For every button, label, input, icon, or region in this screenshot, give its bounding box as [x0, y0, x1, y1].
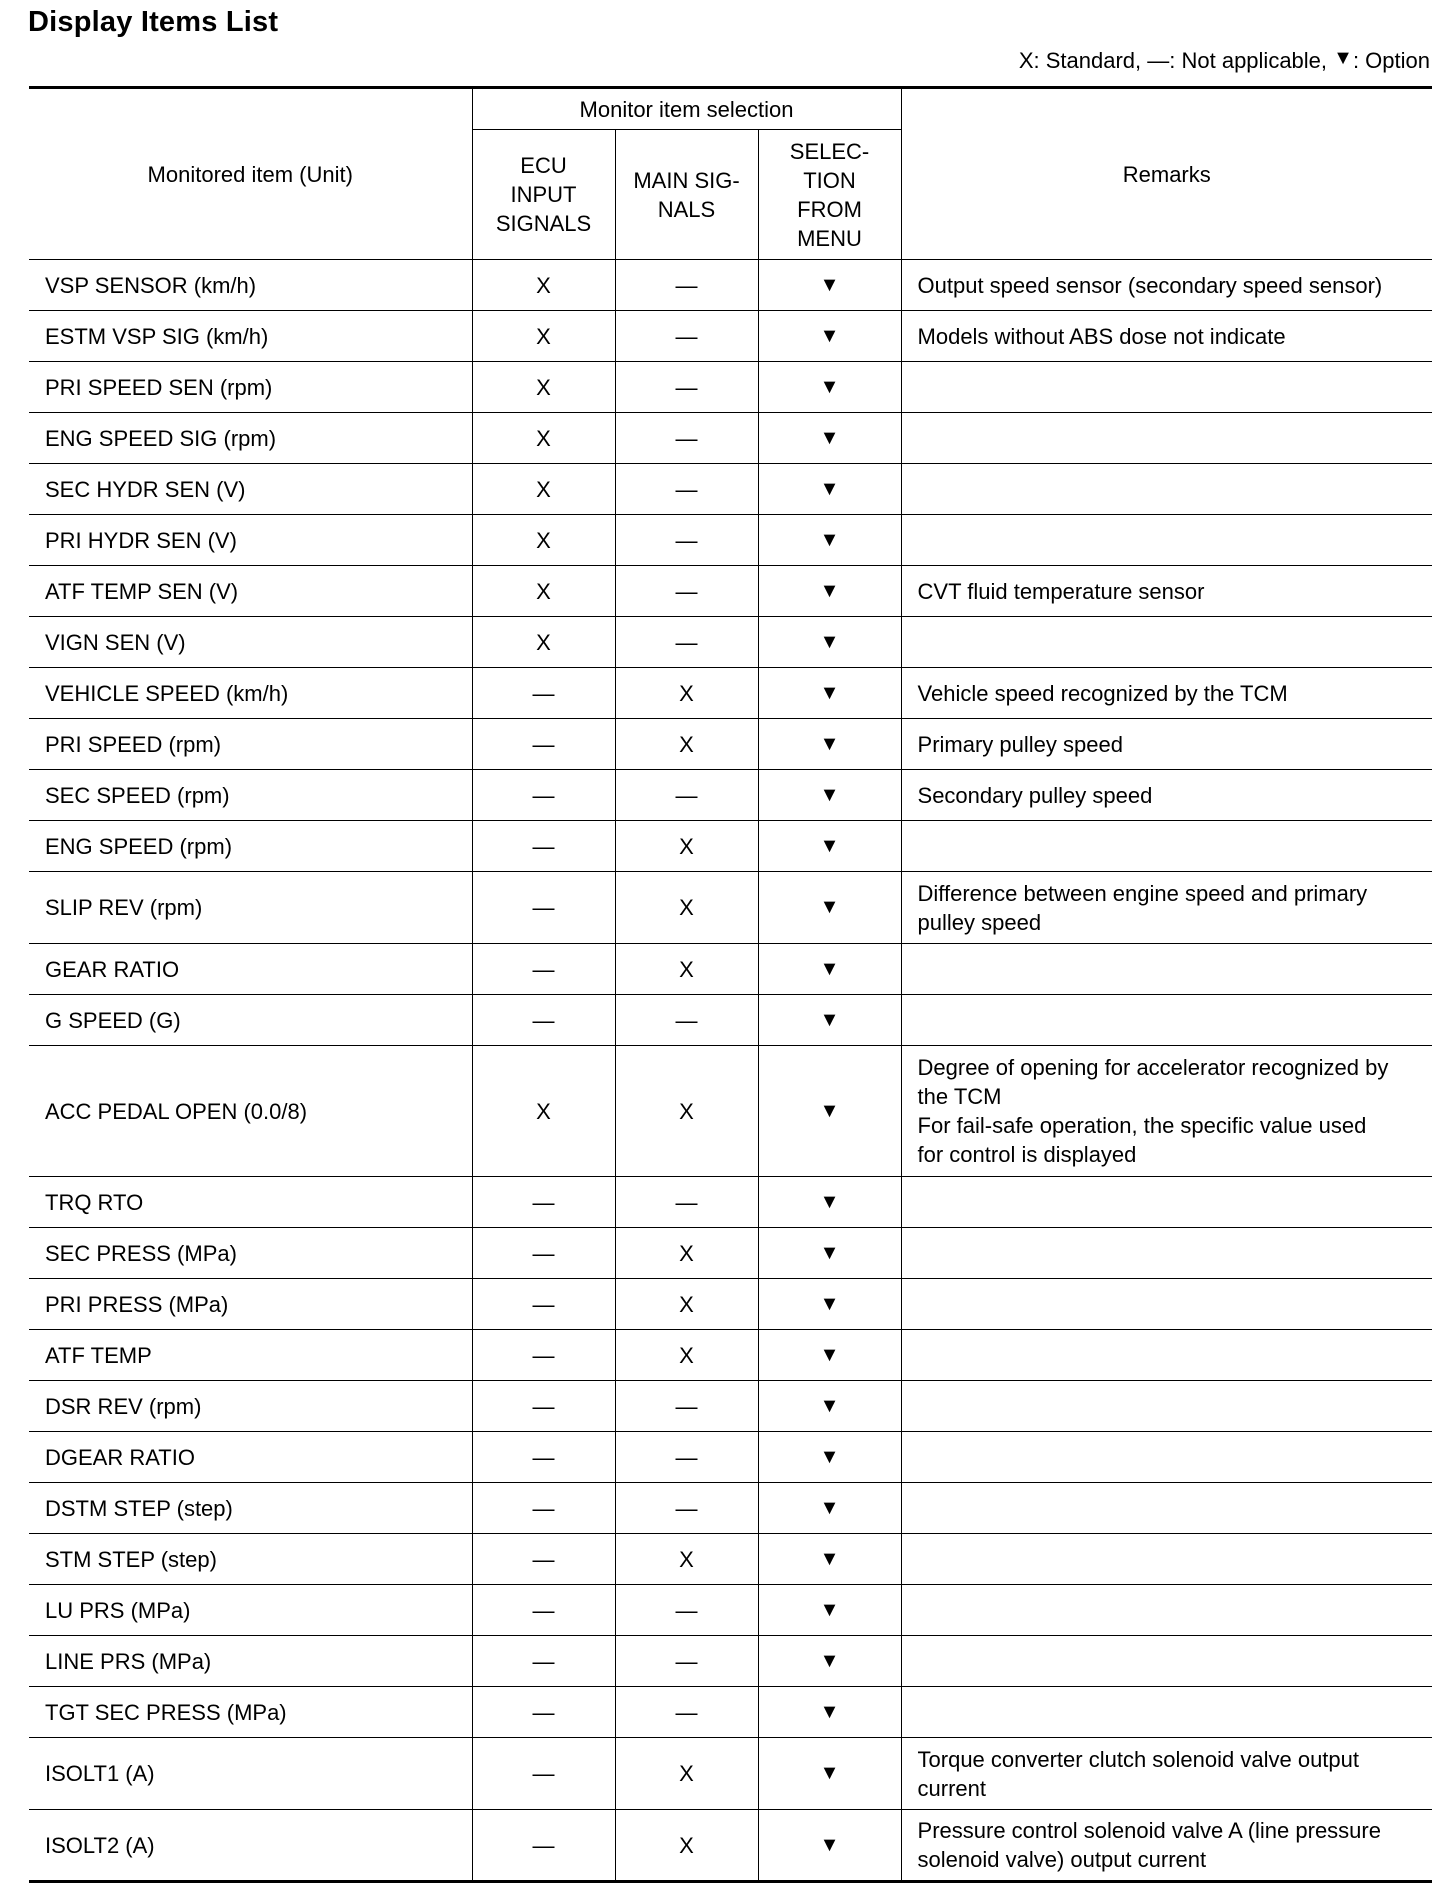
main-signals-cell: X	[615, 1810, 758, 1882]
table-row	[29, 1228, 1432, 1279]
monitored-item-cell: TGT SEC PRESS (MPa)	[29, 1687, 472, 1738]
remarks-cell	[901, 1738, 1432, 1810]
header-ecu-line3: SIGNALS	[495, 211, 592, 236]
header-menu-line4: MENU	[797, 225, 862, 251]
remarks-cell	[901, 1483, 1432, 1534]
monitored-item-cell: SEC HYDR SEN (V)	[29, 464, 472, 515]
monitored-item-cell: LU PRS (MPa)	[29, 1585, 472, 1636]
ecu-input-cell: —	[472, 1585, 615, 1636]
ecu-input-cell: X	[472, 1046, 615, 1177]
ecu-input-cell: —	[472, 770, 615, 821]
ecu-input-cell: —	[472, 1738, 615, 1810]
main-signals-cell: —	[615, 362, 758, 413]
table-row	[29, 260, 1432, 311]
main-signals-cell: —	[615, 1381, 758, 1432]
main-signals-cell: X	[615, 1279, 758, 1330]
selection-menu-cell: ▼	[758, 821, 901, 872]
selection-menu-cell: ▼	[758, 995, 901, 1046]
header-main-line1: MAIN SIG-	[633, 167, 740, 193]
selection-menu-cell: ▼	[758, 362, 901, 413]
main-signals-cell: —	[615, 1636, 758, 1687]
table-row	[29, 1687, 1432, 1738]
table-row	[29, 464, 1432, 515]
table-row	[29, 1046, 1432, 1177]
table-row	[29, 515, 1432, 566]
remarks-cell	[901, 770, 1432, 821]
ecu-input-cell: —	[472, 821, 615, 872]
ecu-input-cell: X	[472, 260, 615, 311]
ecu-input-cell: X	[472, 515, 615, 566]
remarks-line: Models without ABS dose not indicate	[917, 323, 1286, 349]
monitored-item-cell: PRI SPEED (rpm)	[29, 719, 472, 770]
main-signals-cell: X	[615, 1046, 758, 1177]
remarks-cell	[901, 260, 1432, 311]
main-signals-cell: —	[615, 413, 758, 464]
ecu-input-cell: X	[472, 617, 615, 668]
monitored-item-cell: STM STEP (step)	[29, 1534, 472, 1585]
legend-na: —: Not applicable,	[1147, 48, 1328, 73]
page-title: Display Items List	[28, 6, 279, 38]
monitored-item-cell: SLIP REV (rpm)	[29, 872, 472, 944]
remarks-cell	[901, 1279, 1432, 1330]
main-signals-cell: X	[615, 1228, 758, 1279]
remarks-cell	[901, 413, 1432, 464]
table-row	[29, 1177, 1432, 1228]
remarks-cell	[901, 1228, 1432, 1279]
remarks-cell	[901, 1432, 1432, 1483]
monitored-item-cell: PRI PRESS (MPa)	[29, 1279, 472, 1330]
monitored-item-cell: DGEAR RATIO	[29, 1432, 472, 1483]
ecu-input-cell: —	[472, 1330, 615, 1381]
selection-menu-cell: ▼	[758, 668, 901, 719]
selection-menu-cell: ▼	[758, 872, 901, 944]
main-signals-cell: X	[615, 1330, 758, 1381]
table-row	[29, 770, 1432, 821]
monitored-item-cell: VSP SENSOR (km/h)	[29, 260, 472, 311]
remarks-cell	[901, 872, 1432, 944]
monitored-item-cell: G SPEED (G)	[29, 995, 472, 1046]
monitored-item-cell: DSR REV (rpm)	[29, 1381, 472, 1432]
ecu-input-cell: —	[472, 1534, 615, 1585]
legend	[1019, 48, 1430, 74]
remarks-cell	[901, 1381, 1432, 1432]
ecu-input-cell: —	[472, 1810, 615, 1882]
legend-option: : Option	[1352, 48, 1430, 73]
main-signals-cell: —	[615, 260, 758, 311]
selection-menu-cell: ▼	[758, 515, 901, 566]
display-items-table	[29, 86, 1432, 1883]
main-signals-cell: X	[615, 1738, 758, 1810]
main-signals-cell: X	[615, 872, 758, 944]
selection-menu-cell: ▼	[758, 311, 901, 362]
main-signals-cell: —	[615, 1177, 758, 1228]
remarks-cell	[901, 617, 1432, 668]
remarks-cell	[901, 362, 1432, 413]
selection-menu-cell: ▼	[758, 1381, 901, 1432]
monitored-item-cell: ATF TEMP SEN (V)	[29, 566, 472, 617]
remarks-cell	[901, 821, 1432, 872]
header-selection-from-menu	[758, 130, 901, 260]
main-signals-cell: —	[615, 566, 758, 617]
option-triangle-icon: ▼	[1333, 47, 1353, 69]
table-row	[29, 1636, 1432, 1687]
ecu-input-cell: X	[472, 311, 615, 362]
header-monitored-item: Monitored item (Unit)	[29, 88, 472, 260]
monitored-item-cell: ENG SPEED (rpm)	[29, 821, 472, 872]
main-signals-cell: —	[615, 995, 758, 1046]
legend-standard: X: Standard,	[1018, 48, 1142, 73]
remarks-line: Degree of opening for accelerator recognized by	[917, 1055, 1389, 1080]
remarks-line: Secondary pulley speed	[917, 782, 1153, 808]
monitored-item-cell: VIGN SEN (V)	[29, 617, 472, 668]
selection-menu-cell: ▼	[758, 617, 901, 668]
header-menu-line3: FROM	[797, 196, 862, 222]
monitored-item-cell: SEC PRESS (MPa)	[29, 1228, 472, 1279]
remarks-line: the TCM	[917, 1084, 1002, 1109]
main-signals-cell: X	[615, 1534, 758, 1585]
remarks-line: Pressure control solenoid valve A (line pressure	[917, 1818, 1381, 1843]
ecu-input-cell: X	[472, 413, 615, 464]
monitored-item-cell: TRQ RTO	[29, 1177, 472, 1228]
selection-menu-cell: ▼	[758, 1279, 901, 1330]
monitored-item-cell: VEHICLE SPEED (km/h)	[29, 668, 472, 719]
selection-menu-cell: ▼	[758, 1046, 901, 1177]
main-signals-cell: —	[615, 311, 758, 362]
main-signals-cell: —	[615, 617, 758, 668]
monitored-item-cell: ATF TEMP	[29, 1330, 472, 1381]
table-row	[29, 1432, 1432, 1483]
remarks-cell	[901, 311, 1432, 362]
table-row	[29, 617, 1432, 668]
header-remarks: Remarks	[901, 88, 1432, 260]
selection-menu-cell: ▼	[758, 1687, 901, 1738]
ecu-input-cell: —	[472, 1279, 615, 1330]
main-signals-cell: —	[615, 1585, 758, 1636]
ecu-input-cell: —	[472, 995, 615, 1046]
remarks-cell	[901, 944, 1432, 995]
remarks-line: For fail-safe operation, the specific value used	[917, 1113, 1367, 1138]
selection-menu-cell: ▼	[758, 1810, 901, 1882]
main-signals-cell: X	[615, 719, 758, 770]
remarks-line: Difference between engine speed and primary	[917, 880, 1368, 906]
selection-menu-cell: ▼	[758, 1585, 901, 1636]
remarks-cell	[901, 668, 1432, 719]
table-row	[29, 821, 1432, 872]
remarks-line: for control is displayed	[917, 1142, 1137, 1167]
table-row	[29, 944, 1432, 995]
main-signals-cell: X	[615, 668, 758, 719]
remarks-cell	[901, 1687, 1432, 1738]
remarks-cell	[901, 1046, 1432, 1177]
header-ecu-line2: INPUT	[510, 182, 577, 207]
ecu-input-cell: —	[472, 1228, 615, 1279]
table-row	[29, 719, 1432, 770]
main-signals-cell: —	[615, 464, 758, 515]
table-row	[29, 872, 1432, 944]
table-row	[29, 311, 1432, 362]
remarks-cell	[901, 1585, 1432, 1636]
ecu-input-cell: —	[472, 872, 615, 944]
table-row	[29, 1738, 1432, 1810]
table-row	[29, 566, 1432, 617]
selection-menu-cell: ▼	[758, 1177, 901, 1228]
monitored-item-cell: LINE PRS (MPa)	[29, 1636, 472, 1687]
ecu-input-cell: —	[472, 1177, 615, 1228]
selection-menu-cell: ▼	[758, 1483, 901, 1534]
remarks-cell	[901, 1330, 1432, 1381]
monitored-item-cell: ESTM VSP SIG (km/h)	[29, 311, 472, 362]
selection-menu-cell: ▼	[758, 1534, 901, 1585]
table-row	[29, 362, 1432, 413]
monitored-item-cell: GEAR RATIO	[29, 944, 472, 995]
monitored-item-cell: ISOLT2 (A)	[29, 1810, 472, 1882]
selection-menu-cell: ▼	[758, 1330, 901, 1381]
main-signals-cell: —	[615, 1432, 758, 1483]
selection-menu-cell: ▼	[758, 770, 901, 821]
selection-menu-cell: ▼	[758, 944, 901, 995]
ecu-input-cell: —	[472, 1381, 615, 1432]
selection-menu-cell: ▼	[758, 464, 901, 515]
main-signals-cell: X	[615, 944, 758, 995]
remarks-line: solenoid valve) output current	[917, 1847, 1207, 1872]
remarks-line: Output speed sensor (secondary speed sensor)	[917, 272, 1383, 298]
remarks-cell	[901, 1534, 1432, 1585]
header-ecu-input-signals	[472, 130, 615, 260]
monitored-item-cell: PRI SPEED SEN (rpm)	[29, 362, 472, 413]
ecu-input-cell: X	[472, 362, 615, 413]
selection-menu-cell: ▼	[758, 719, 901, 770]
monitored-item-cell: ENG SPEED SIG (rpm)	[29, 413, 472, 464]
remarks-cell	[901, 1636, 1432, 1687]
table-row	[29, 1534, 1432, 1585]
main-signals-cell: —	[615, 770, 758, 821]
remarks-cell	[901, 566, 1432, 617]
ecu-input-cell: —	[472, 944, 615, 995]
selection-menu-cell: ▼	[758, 566, 901, 617]
header-ecu-line1: ECU	[520, 153, 567, 178]
remarks-cell	[901, 1810, 1432, 1882]
ecu-input-cell: X	[472, 464, 615, 515]
remarks-line: pulley speed	[917, 909, 1042, 935]
selection-menu-cell: ▼	[758, 1432, 901, 1483]
monitored-item-cell: SEC SPEED (rpm)	[29, 770, 472, 821]
table-row	[29, 995, 1432, 1046]
remarks-line: Primary pulley speed	[917, 731, 1123, 757]
main-signals-cell: —	[615, 1483, 758, 1534]
table-row	[29, 1483, 1432, 1534]
ecu-input-cell: —	[472, 1687, 615, 1738]
main-signals-cell: X	[615, 821, 758, 872]
remarks-line: Vehicle speed recognized by the TCM	[917, 680, 1288, 706]
remarks-cell	[901, 464, 1432, 515]
header-menu-line1: SELEC-	[789, 138, 870, 164]
table-row	[29, 1381, 1432, 1432]
remarks-cell	[901, 515, 1432, 566]
table-row	[29, 1585, 1432, 1636]
monitored-item-cell: ISOLT1 (A)	[29, 1738, 472, 1810]
ecu-input-cell: —	[472, 668, 615, 719]
ecu-input-cell: —	[472, 1636, 615, 1687]
header-menu-line2: TION	[803, 167, 856, 193]
monitored-item-cell: ACC PEDAL OPEN (0.0/8)	[29, 1046, 472, 1177]
selection-menu-cell: ▼	[758, 1636, 901, 1687]
header-group: Monitor item selection	[472, 88, 901, 130]
selection-menu-cell: ▼	[758, 413, 901, 464]
table-row	[29, 668, 1432, 719]
remarks-cell	[901, 995, 1432, 1046]
table-row	[29, 413, 1432, 464]
ecu-input-cell: —	[472, 1483, 615, 1534]
ecu-input-cell: X	[472, 566, 615, 617]
ecu-input-cell: —	[472, 719, 615, 770]
header-main-line2: NALS	[657, 196, 716, 222]
table-row	[29, 1330, 1432, 1381]
monitored-item-cell: PRI HYDR SEN (V)	[29, 515, 472, 566]
table-row	[29, 1810, 1432, 1882]
selection-menu-cell: ▼	[758, 1228, 901, 1279]
selection-menu-cell: ▼	[758, 1738, 901, 1810]
remarks-line: Torque converter clutch solenoid valve output	[917, 1746, 1359, 1772]
remarks-line: CVT fluid temperature sensor	[917, 578, 1205, 604]
remarks-cell	[901, 719, 1432, 770]
main-signals-cell: —	[615, 515, 758, 566]
ecu-input-cell: —	[472, 1432, 615, 1483]
remarks-line: current	[917, 1775, 986, 1801]
table-row	[29, 1279, 1432, 1330]
selection-menu-cell: ▼	[758, 260, 901, 311]
header-main-signals	[615, 130, 758, 260]
remarks-cell	[901, 1177, 1432, 1228]
main-signals-cell: —	[615, 1687, 758, 1738]
monitored-item-cell: DSTM STEP (step)	[29, 1483, 472, 1534]
